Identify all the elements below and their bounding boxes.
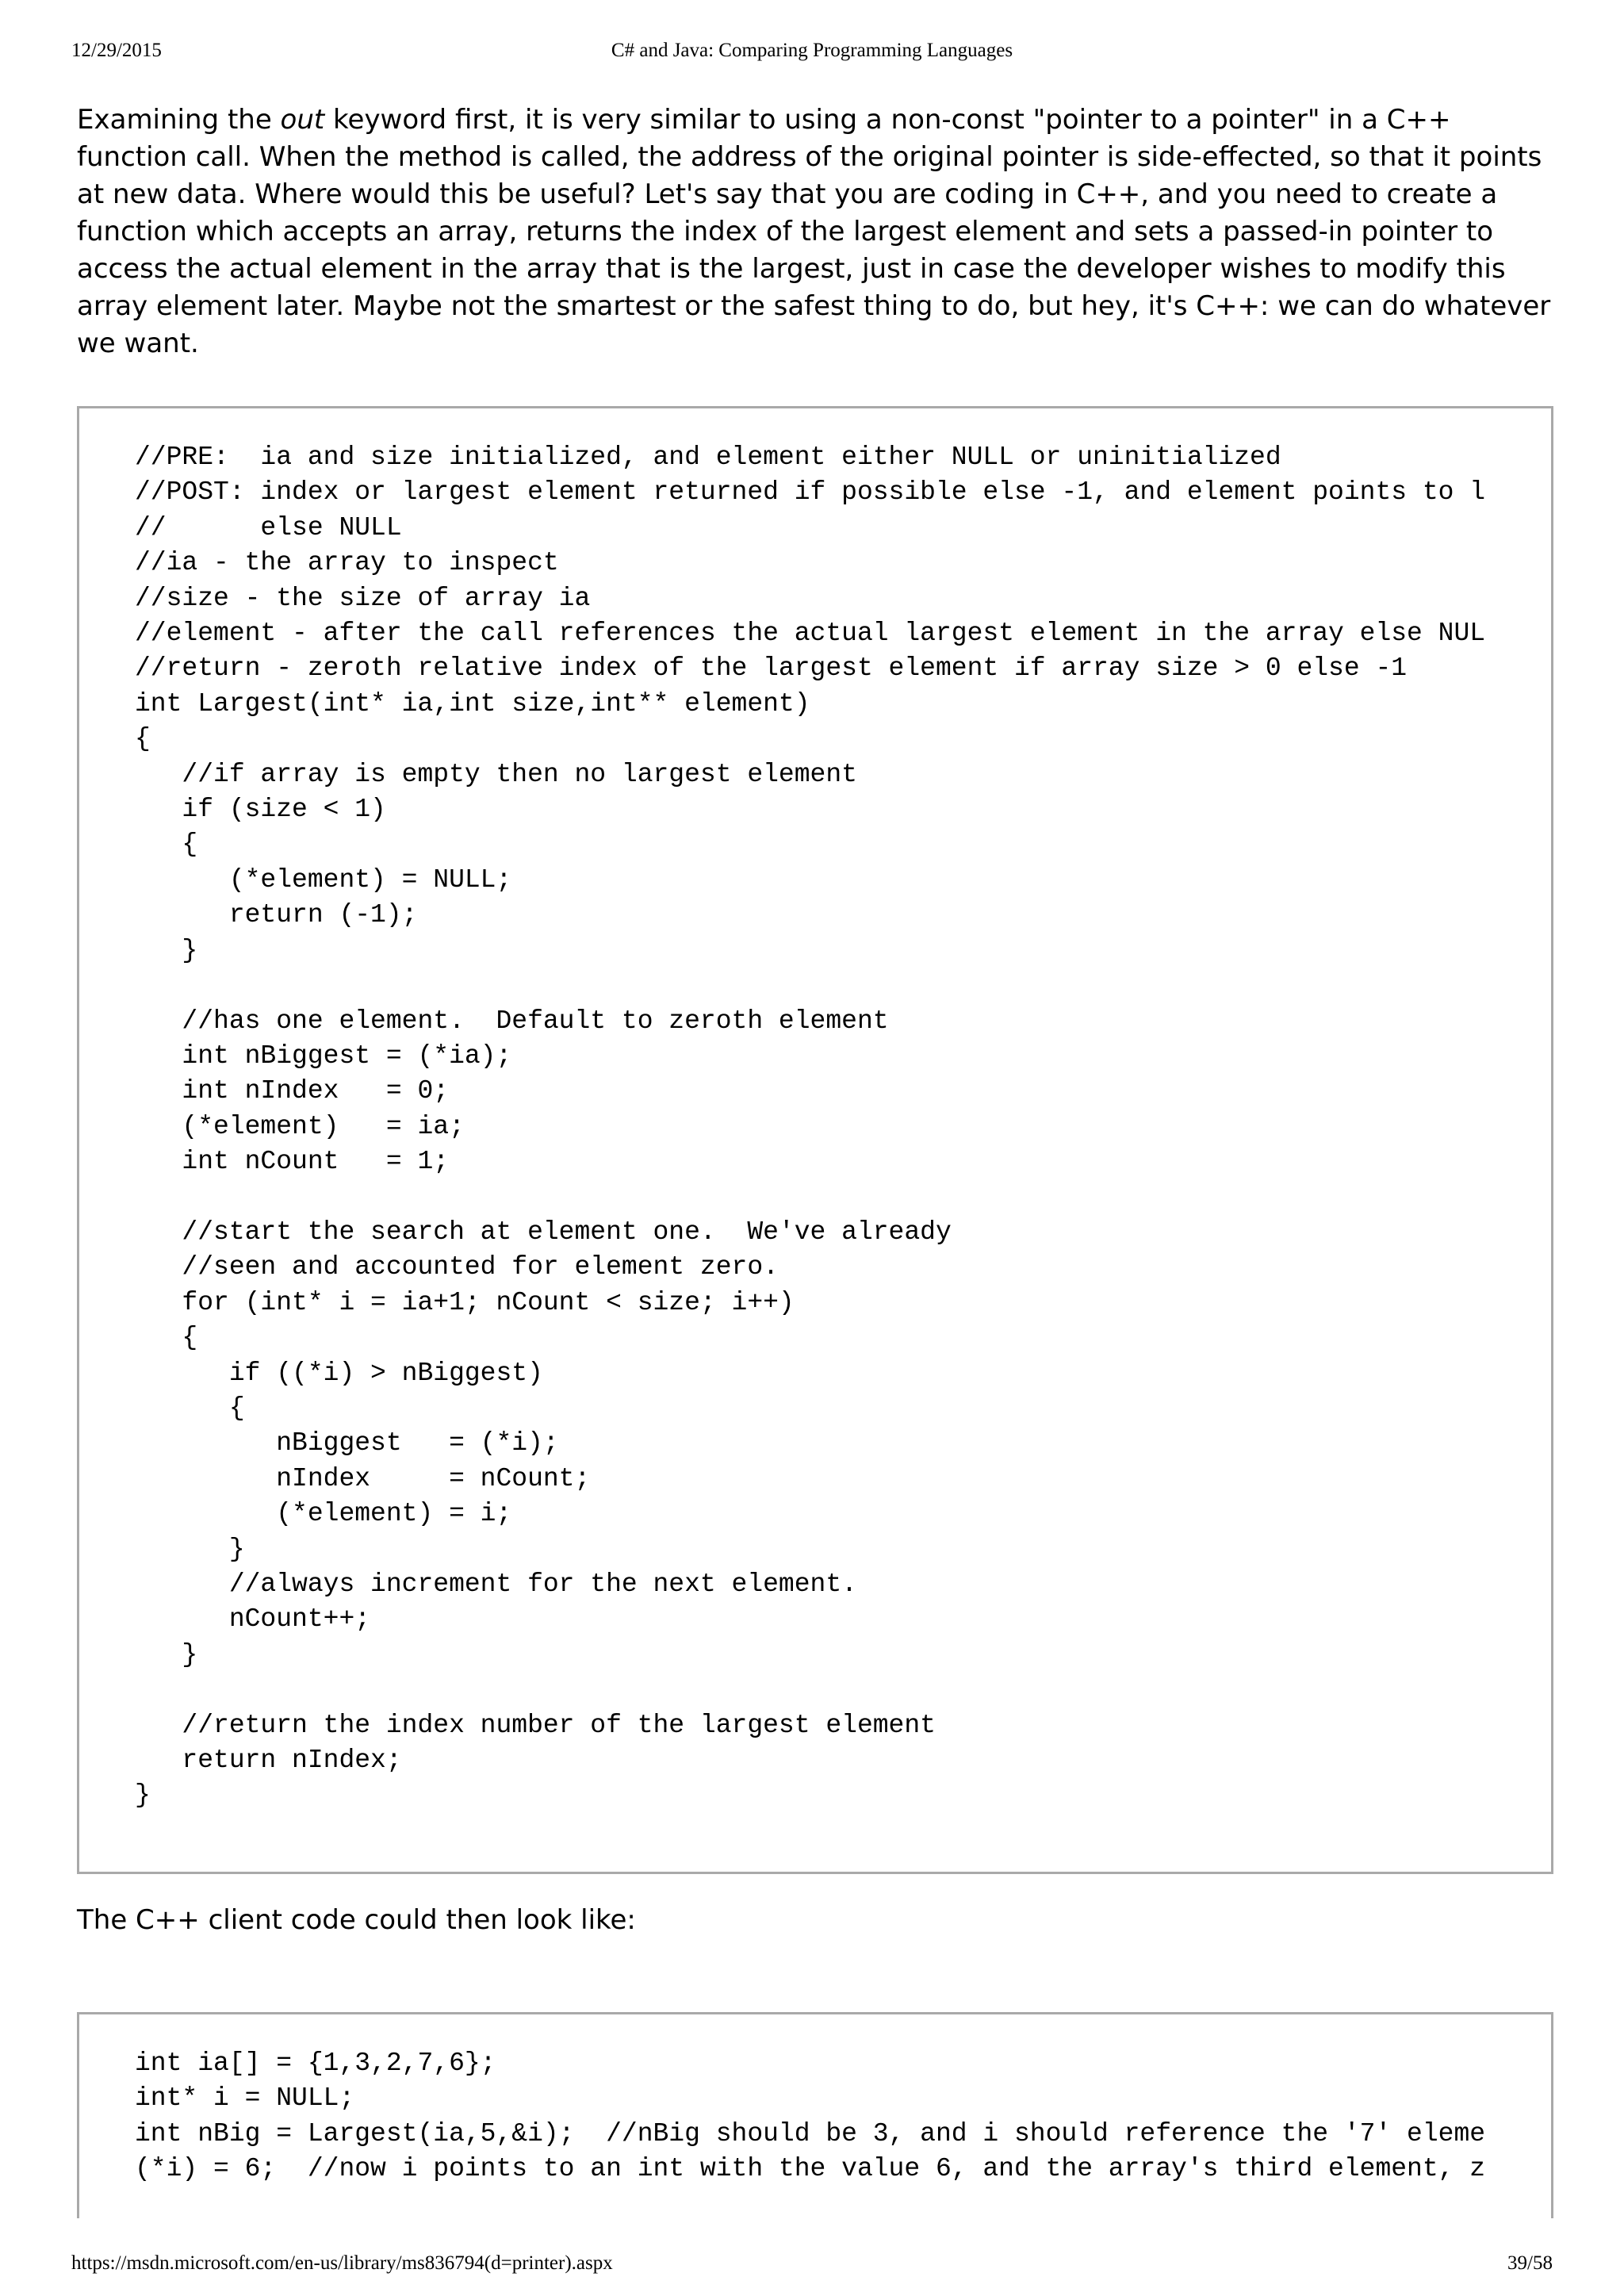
page-title: C# and Java: Comparing Programming Languages bbox=[611, 40, 1013, 61]
code-block-largest-function bbox=[77, 406, 1553, 1874]
page-header bbox=[71, 40, 1553, 71]
intro-paragraph bbox=[77, 102, 1568, 362]
intro-lead: Examining the bbox=[77, 104, 281, 136]
code-listing-2: int ia[] = {1,3,2,7,6}; int* i = NULL; int nBig = Largest(ia,5,&i); //nBig should be 3, and i should reference the '7' eleme (*i) = 6; //now i points to an int with the value 6, and the array's third element, z bbox=[135, 2049, 1486, 2184]
code-block-client bbox=[77, 2012, 1553, 2218]
page-footer bbox=[71, 2252, 1553, 2281]
print-date: 12/29/2015 bbox=[71, 40, 162, 61]
code-listing-1: //PRE: ia and size initialized, and element either NULL or uninitialized //POST: index or largest element returned if possible else -1, and element points to l // else NULL //ia - the array to inspect //size - the size of array ia //element - after the call references the actual largest element in the array else NUL //return - zeroth relative index of the largest element if array size > 0 else -1 int Largest(int* ia,int size,int** element) { //if array is empty then no largest element if (size < 1) { (*element) = NULL; return (-1); } //has one element. Default to zeroth element int nBiggest = (*ia); int nIndex = 0; (*element) = ia; int nCount = 1; //start the search at element one. We've already //seen and accounted for element zero. for (int* i = ia+1; nCount < size; i++) { if ((*i) > nBiggest) { nBiggest = (*i); nIndex = nCount; (*element) = i; } //always increment for the next element. nCount++; } //return the index number of the largest element return nIndex; } bbox=[135, 443, 1486, 1811]
source-url: https://msdn.microsoft.com/en-us/library/ms836794(d=printer).aspx bbox=[71, 2252, 613, 2274]
page-number: 39/58 bbox=[1507, 2252, 1553, 2274]
client-code-intro: The C++ client code could then look like: bbox=[77, 1904, 636, 1936]
out-keyword: out bbox=[280, 104, 325, 136]
intro-rest: keyword first, it is very similar to using a non-const "pointer to a pointer" in a C++ function call. When the method is called, the address of the original pointer is side-effected, so that it points at new data. Where would this be useful? Let's say that you are coding in C++, and you need to create a function which accepts an array, returns the index of the largest element and sets a passed-in pointer to access the actual element in the array that is the largest, just in case the developer wishes to modify this array element later. Maybe not the smartest or the safest thing to do, but hey, it's C++: we can do whatever we want. bbox=[77, 104, 1551, 359]
intro-text bbox=[77, 102, 1568, 362]
